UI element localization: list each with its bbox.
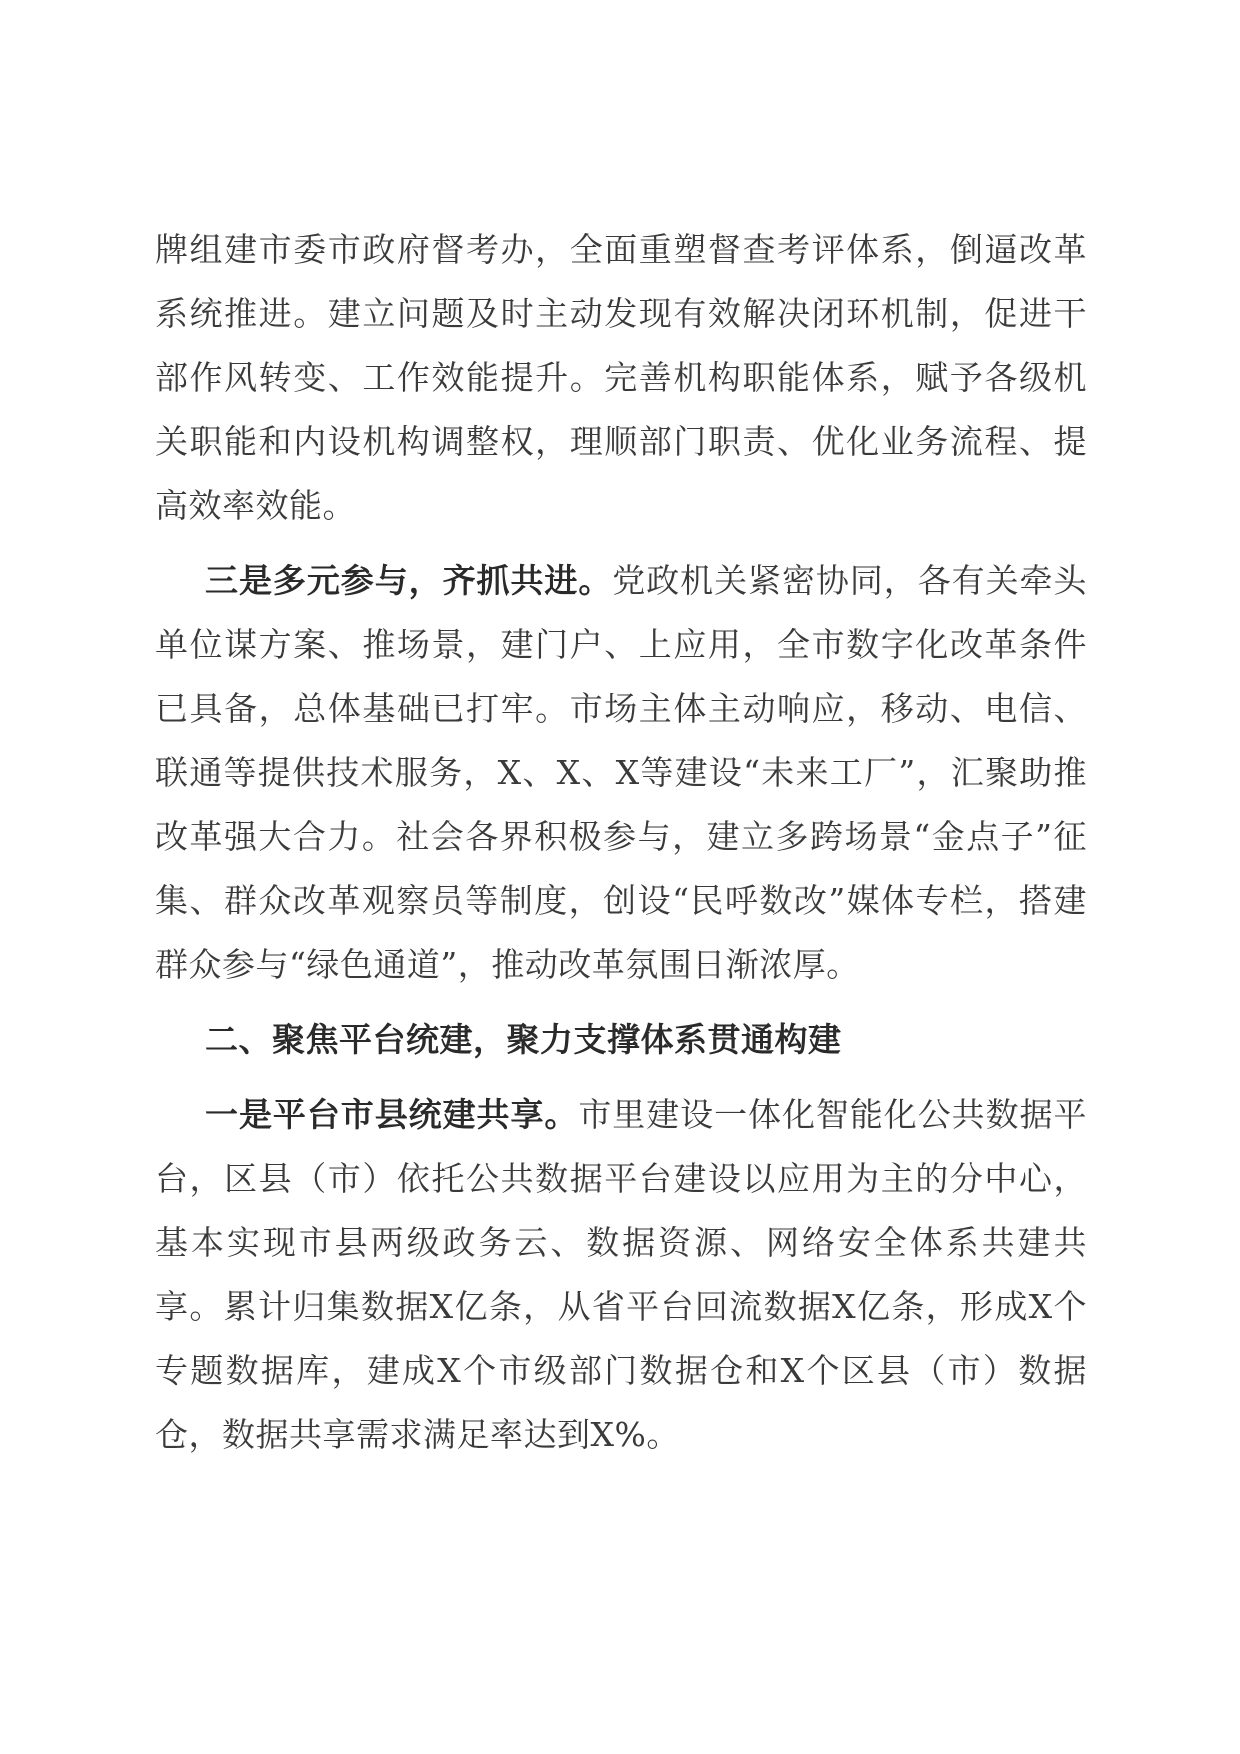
- paragraph-text: 市里建设一体化智能化公共数据平台，区县（市）依托公共数据平台建设以应用为主的分中心，基本实现市县两级政务云、数据资源、网络安全体系共建共享。累计归集数据X亿条，从省平台回流数据X亿条，形成X个专题数据库，建成X个市级部门数据仓和X个区县（市）数据仓，数据共享需求满足率达到X%。: [155, 1095, 1088, 1454]
- document-body: [155, 218, 1087, 1478]
- section-heading: 二、聚焦平台统建，聚力支撑体系贯通构建: [205, 1020, 842, 1059]
- paragraph-multi-participation: [155, 549, 1087, 997]
- paragraph-text: 牌组建市委市政府督考办，全面重塑督查考评体系，倒逼改革系统推进。建立问题及时主动发现有效解决闭环机制，促进干部作风转变、工作效能提升。完善机构职能体系，赋予各级机关职能和内设机构调整权，理顺部门职责、优化业务流程、提高效率效能。: [155, 230, 1087, 525]
- paragraph-lead: 三是多元参与，齐抓共进。: [205, 561, 613, 600]
- paragraph-lead: 一是平台市县统建共享。: [205, 1095, 579, 1134]
- paragraph-platform-shared: [155, 1083, 1087, 1467]
- paragraph-text: 党政机关紧密协同，各有关牵头单位谋方案、推场景，建门户、上应用，全市数字化改革条件已具备，总体基础已打牢。市场主体主动响应，移动、电信、联通等提供技术服务，X、X、X等建设“未来工厂”，汇聚助推改革强大合力。社会各界积极参与，建立多跨场景“金点子”征集、群众改革观察员等制度，创设“民呼数改”媒体专栏，搭建群众参与“绿色通道”，推动改革氛围日渐浓厚。: [155, 561, 1088, 984]
- paragraph-continuation: [155, 218, 1087, 538]
